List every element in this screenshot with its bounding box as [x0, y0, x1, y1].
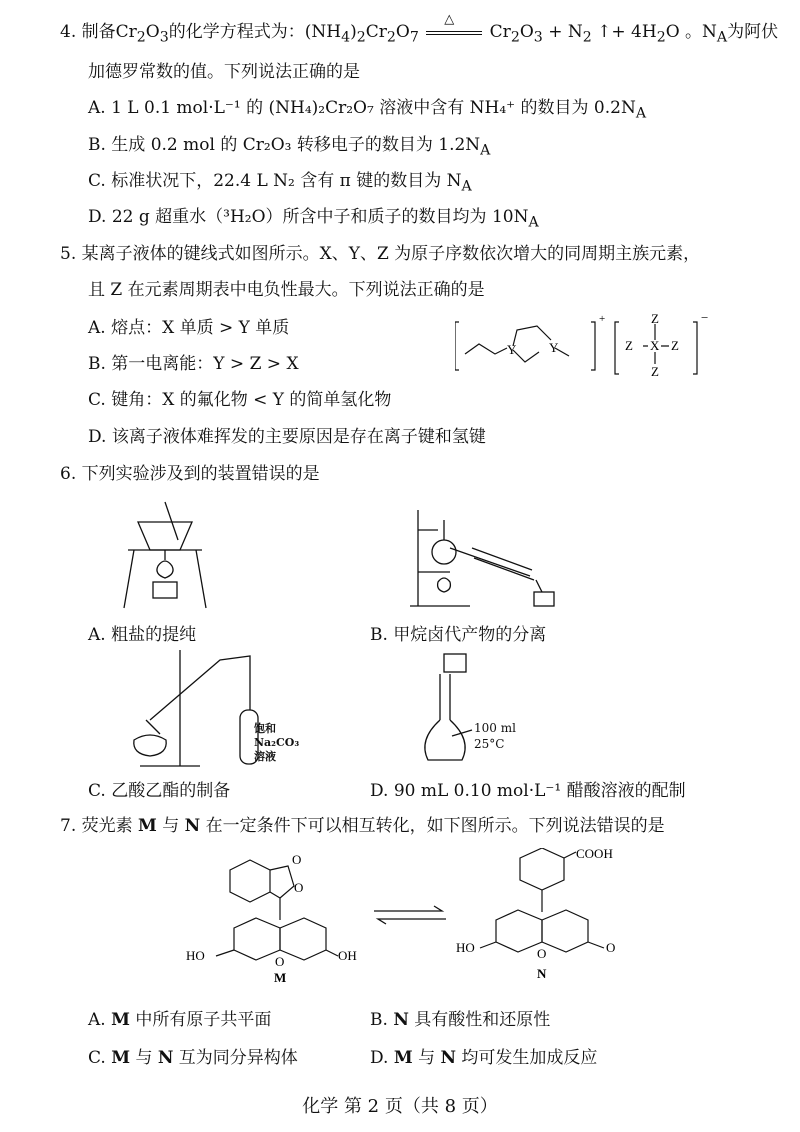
saturated-solution-label: 饱和 Na₂CO₃ 溶液: [254, 722, 300, 763]
m-label-o-top: O: [292, 852, 302, 867]
q6-caption-c: C. 乙酸乙酯的制备: [88, 781, 231, 801]
n-label-cooh: COOH: [576, 848, 613, 861]
molecule-m: [180, 848, 370, 988]
n-label-o-keto: O: [606, 940, 616, 955]
m-compound-label: M: [274, 970, 287, 985]
ionic-liquid-structure: [455, 312, 755, 392]
equilibrium-arrow-icon: [370, 905, 450, 925]
q6-stem: 6. 下列实验涉及到的装置错误的是: [60, 464, 320, 484]
n-label-ho: HO: [456, 940, 475, 955]
struct-label-plus: +: [599, 313, 606, 325]
q6-caption-b: B. 甲烷卤代产物的分离: [370, 625, 547, 645]
q5-option-b: B. 第一电离能：Y > Z > X: [88, 354, 299, 374]
struct-label-y1: Y: [507, 342, 517, 357]
struct-label-z-left: Z: [625, 338, 633, 353]
q4-option-d: D. 22 g 超重水（³H₂O）所含中子和质子的数目均为 $10N_A$: [88, 207, 539, 231]
m-label-o-xanthene: O: [275, 954, 285, 969]
q5-option-a: A. 熔点：X 单质 > Y 单质: [88, 318, 290, 338]
q7-option-d: D. M 与 N 均可发生加成反应: [370, 1048, 598, 1068]
apparatus-evaporation: [120, 500, 210, 610]
q6-caption-d: D. 90 mL 0.10 mol·L⁻¹ 醋酸溶液的配制: [370, 781, 686, 801]
struct-label-z-bottom: Z: [651, 364, 659, 379]
q5-stem-line1: 5. 某离子液体的键线式如图所示。X、Y、Z 为原子序数依次增大的同周期主族元素，: [60, 244, 701, 264]
q5-stem-line2: 且 Z 在元素周期表中电负性最大。下列说法正确的是: [88, 280, 485, 300]
q4-option-b: B. 生成 0.2 mol 的 Cr₂O₃ 转移电子的数目为 $1.2N_A$: [88, 135, 491, 159]
m-label-oh: OH: [338, 948, 357, 963]
page-footer: 化学 第 2 页（共 8 页）: [302, 1096, 498, 1117]
q4-option-c: C. 标准状况下，22.4 L N₂ 含有 π 键的数目为 $N_A$: [88, 171, 472, 195]
apparatus-volumetric-flask: [400, 650, 510, 770]
struct-label-minus: −: [701, 312, 709, 325]
struct-label-z-right: Z: [671, 338, 679, 353]
flask-label: 100 ml 25°C: [474, 721, 516, 751]
q5-option-d: D. 该离子液体难挥发的主要原因是存在离子键和氢键: [88, 427, 486, 447]
n-label-o-xanthene: O: [537, 946, 547, 961]
q7-option-b: B. N 具有酸性和还原性: [370, 1010, 551, 1030]
n-compound-label: N: [537, 966, 547, 981]
struct-label-z-top: Z: [651, 312, 659, 326]
struct-label-x: X: [650, 338, 660, 353]
q4-stem-line2: 加德罗常数的值。下列说法正确的是: [88, 62, 360, 82]
heating-symbol: △: [444, 12, 455, 27]
apparatus-distillation: [410, 510, 570, 610]
q4-option-a: A. 1 L 0.1 mol·L⁻¹ 的 (NH₄)₂Cr₂O₇ 溶液中含有 NH₄⁺ 的数目为 $0.2N_A$: [88, 98, 647, 122]
q4-stem-line1: 4. 制备$Cr_2O_3$的化学方程式为：$(NH_4)_2Cr_2O_7$ △ $Cr_2O_3 + N_2$ ↑+ $4H_2O$ 。$N_A$为阿伏: [60, 20, 778, 49]
q7-option-c: C. M 与 N 互为同分异构体: [88, 1048, 298, 1068]
struct-label-y2: Y: [549, 340, 559, 355]
m-label-o-ring: O: [294, 880, 304, 895]
q7-option-a: A. M 中所有原子共平面: [88, 1010, 272, 1030]
m-label-ho: HO: [186, 948, 205, 963]
q5-option-c: C. 键角：X 的氟化物 < Y 的简单氢化物: [88, 390, 392, 410]
q6-caption-a: A. 粗盐的提纯: [88, 625, 197, 645]
q7-stem: 7. 荧光素 M 与 N 在一定条件下可以相互转化，如下图所示。下列说法错误的是: [60, 816, 665, 836]
molecule-n: [456, 848, 646, 988]
